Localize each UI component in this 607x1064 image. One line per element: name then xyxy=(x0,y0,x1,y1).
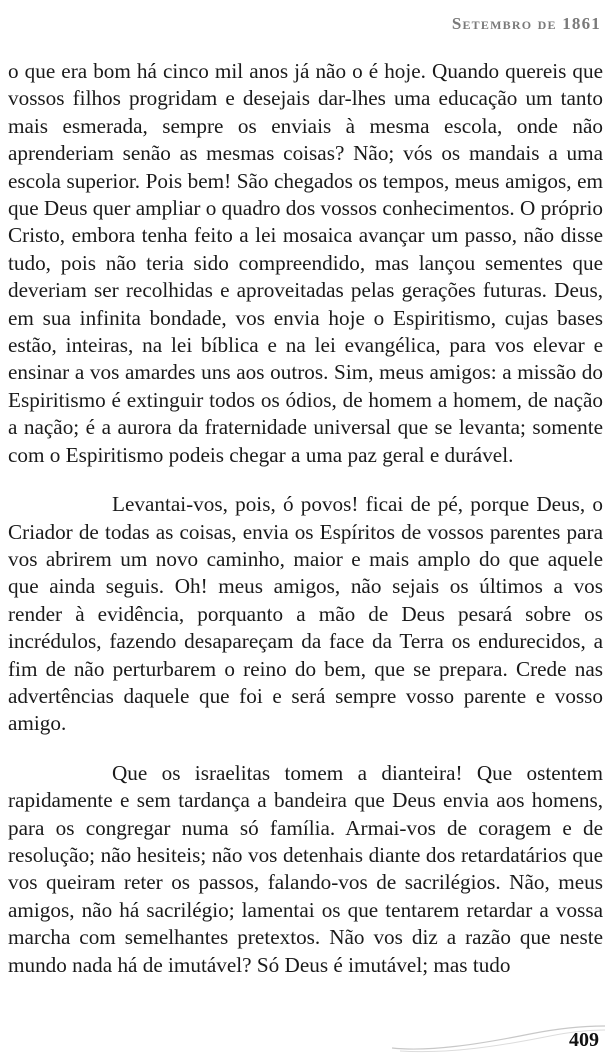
page-number: 409 xyxy=(569,1029,599,1051)
paragraph-2: Levantai-vos, pois, ó povos! ficai de pé, porque Deus, o Criador de todas as coisas, envia os Espíritos de vossos parentes para vos abrirem um novo caminho, maior e mais amplo do que aquele que ainda seguis. Oh! meus amigos, não sejais os últimos a vos render à evidência, porquanto a mão de Deus pesará sobre os incrédulos, fazendo desapareçam da face da Terra os endurecidos, a fim de não perturbarem o reino do bem, que se prepara. Crede nas advertências daquele que foi e será sempre vosso parente e vosso amigo. xyxy=(8,492,603,736)
running-header: Setembro de 1861 xyxy=(451,14,601,33)
paragraph-3: Que os israelitas tomem a dianteira! Que ostentem rapidamente e sem tardança a bandeira que Deus envia aos homens, para os congregar numa só família. Armai-vos de coragem e de resolução; não hesiteis; não vos detenhais diante dos retardatários que vos queiram reter os passos, falando-vos de sacrilégios. Não, meus amigos, não há sacrilégio; lamentai os que tentarem retardar a vossa marcha com semelhantes pretextos. Não vos diz a razão que neste mundo nada há de imutável? Só Deus é imutável; mas tudo xyxy=(8,760,603,977)
page-body xyxy=(8,58,603,1001)
paragraph-1: o que era bom há cinco mil anos já não o é hoje. Quando quereis que vossos filhos progridam e desejais dar-lhes uma educação um tanto mais esmerada, sempre os enviais à mesma escola, onde não aprenderiam senão as mesmas coisas? Não; vós os mandais a uma escola superior. Pois bem! São chegados os tempos, meus amigos, em que Deus quer ampliar o quadro dos vossos conhecimentos. O próprio Cristo, embora tenha feito a lei mosaica avançar um passo, não disse tudo, pois não teria sido compreendido, mas lançou sementes que deveriam ser recolhidas e aproveitadas pelas gerações futuras. Deus, em sua infinita bondade, vos envia hoje o Espiritismo, cujas bases estão, inteiras, na lei bíblica e na lei evangélica, para vos elevar e ensinar a vos amardes uns aos outros. Sim, meus amigos: a missão do Espiritismo é extinguir todos os ódios, de homem a homem, de nação a nação; é a aurora da fraternidade universal que se levanta; somente com o Espiritismo podeis chegar a uma paz geral e durável. xyxy=(8,59,603,467)
